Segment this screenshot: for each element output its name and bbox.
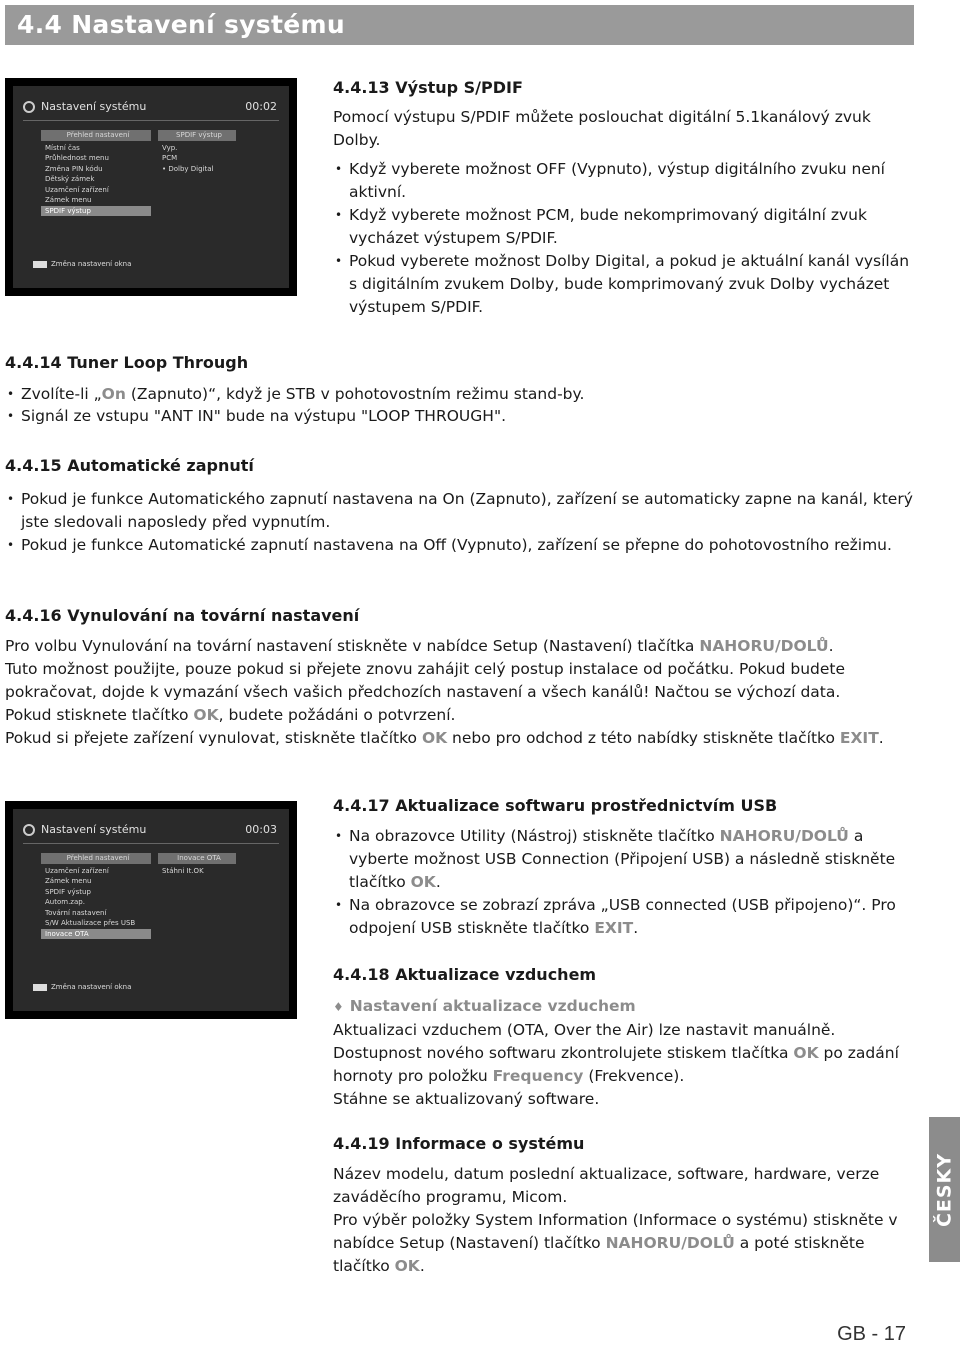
screen-menu: Přehled nastavení Místní čas Průhlednost menu Změna PIN kódu Dětský zámek Uzamčení zařízení Zámek menu SPDIF výstup	[41, 130, 151, 248]
bullet-item: • Signál ze vstupu "ANT IN" bude na výstupu "LOOP THROUGH".	[5, 405, 915, 427]
paragraph: Aktualizaci vzduchem (OTA, Over the Air) lze nastavit manuálně.	[333, 1021, 836, 1039]
page-title: 4.4 Nastavení systému	[17, 10, 345, 39]
section-usb-update	[333, 794, 916, 940]
section-title: 4.4.15 Automatické zapnutí	[5, 456, 254, 475]
paragraph: Pro volbu Vynulování na tovární nastavení stiskněte v nabídce Setup (Nastavení) tlačítka NAHORU/DOLŮ.	[5, 637, 834, 655]
screen-footer: Změna nastavení okna	[33, 253, 131, 276]
screen-title-bar: Nastavení systému 00:03	[23, 817, 279, 844]
bullet-item: • Pokud vyberete možnost Dolby Digital, a pokud je aktuální kanál vysílán s digitálním zvukem Dolby, bude komprimovaný zvuk Dolby vycházet výstupem S/PDIF.	[333, 250, 916, 319]
section-tuner-loop	[5, 351, 915, 427]
subheading: ♦ Nastavení aktualizace vzduchem	[333, 997, 636, 1015]
gear-icon	[23, 824, 35, 836]
paragraph: Tuto možnost použijte, pouze pokud si přejete znovu zahájit celý postup instalace od počátku. Pokud budete pokračovat, dojde k vymazání všech vašich předchozích nastavení a všech kanálů! Načtou se výchozí data.	[5, 660, 846, 701]
screen-submenu: SPDIF výstup Vyp. PCM • Dolby Digital	[158, 130, 236, 248]
section-title: 4.4.13 Výstup S/PDIF	[333, 78, 523, 97]
section-factory-reset	[5, 604, 915, 750]
bullet-item: • Pokud je funkce Automatického zapnutí nastavena na On (Zapnuto), zařízení se automaticky zapne na kanál, který jste sledovali naposledy před vypnutím.	[5, 488, 915, 534]
section-title: 4.4.16 Vynulování na tovární nastavení	[5, 606, 360, 625]
bullet-item: • Když vyberete možnost PCM, bude nekomprimovaný digitální zvuk vycházet výstupem S/PDIF.	[333, 204, 916, 250]
screen-title-bar: Nastavení systému 00:02	[23, 94, 279, 121]
section-title: 4.4.18 Aktualizace vzduchem	[333, 965, 597, 984]
paragraph: Název modelu, datum poslední aktualizace, software, hardware, verze zaváděcího programu, Micom.	[333, 1165, 880, 1206]
section-title: 4.4.14 Tuner Loop Through	[5, 353, 249, 372]
key-icon	[33, 261, 47, 268]
paragraph: Pro výběr položky System Information (Informace o systému) stiskněte v nabídce Setup (Nastavení) tlačítko NAHORU/DOLŮ a poté stiskněte tlačítko OK.	[333, 1211, 898, 1275]
ota-menu-screenshot	[5, 801, 297, 1019]
paragraph: Pokud stisknete tlačítko OK, budete požádáni o potvrzení.	[5, 706, 456, 724]
section-ota-update	[333, 963, 916, 1111]
section-auto-power	[5, 454, 915, 557]
language-tab: ČESKY	[929, 1117, 960, 1262]
bullet-item: • Zvolíte-li „On (Zapnuto)“, když je STB v pohotovostním režimu stand-by.	[5, 383, 915, 405]
screen-menu: Přehled nastavení Uzamčení zařízení Zámek menu SPDIF výstup Autom.zap. Tovární nastavení S/W Aktualizace přes USB Inovace OTA	[41, 853, 151, 971]
page-header	[5, 5, 914, 45]
bullet-item: • Na obrazovce se zobrazí zpráva „USB connected (USB připojeno)“. Pro odpojení USB stiskněte tlačítko EXIT.	[333, 894, 916, 940]
gear-icon	[23, 101, 35, 113]
bullet-item: • Na obrazovce Utility (Nástroj) stiskněte tlačítko NAHORU/DOLŮ a vyberte možnost USB Connection (Připojení USB) a následně stiskněte tlačítko OK.	[333, 825, 916, 894]
screen-submenu: Inovace OTA Stáhni It.OK	[158, 853, 236, 971]
section-system-info	[333, 1132, 916, 1278]
paragraph: Pokud si přejete zařízení vynulovat, stiskněte tlačítko OK nebo pro odchod z této nabídky stiskněte tlačítko EXIT.	[5, 729, 884, 747]
paragraph: Dostupnost nového softwaru zkontrolujete stiskem tlačítka OK po zadání hornoty pro položku Frequency (Frekvence).	[333, 1044, 899, 1085]
section-title: 4.4.17 Aktualizace softwaru prostřednictvím USB	[333, 796, 778, 815]
bullet-item: • Když vyberete možnost OFF (Vypnuto), výstup digitálního zvuku není aktivní.	[333, 158, 916, 204]
key-icon	[33, 984, 47, 991]
page-number: GB - 17	[837, 1323, 906, 1345]
diamond-icon: ♦	[333, 1000, 344, 1014]
section-spdif	[333, 76, 916, 319]
paragraph: Stáhne se aktualizovaný software.	[333, 1090, 600, 1108]
spdif-menu-screenshot	[5, 78, 297, 296]
screen-footer: Změna nastavení okna	[33, 976, 131, 999]
bullet-item: • Pokud je funkce Automatické zapnutí nastavena na Off (Vypnuto), zařízení se přepne do pohotovostního režimu.	[5, 534, 915, 557]
section-title: 4.4.19 Informace o systému	[333, 1134, 585, 1153]
paragraph: Pomocí výstupu S/PDIF můžete poslouchat digitální 5.1kanálový zvuk Dolby.	[333, 108, 871, 149]
